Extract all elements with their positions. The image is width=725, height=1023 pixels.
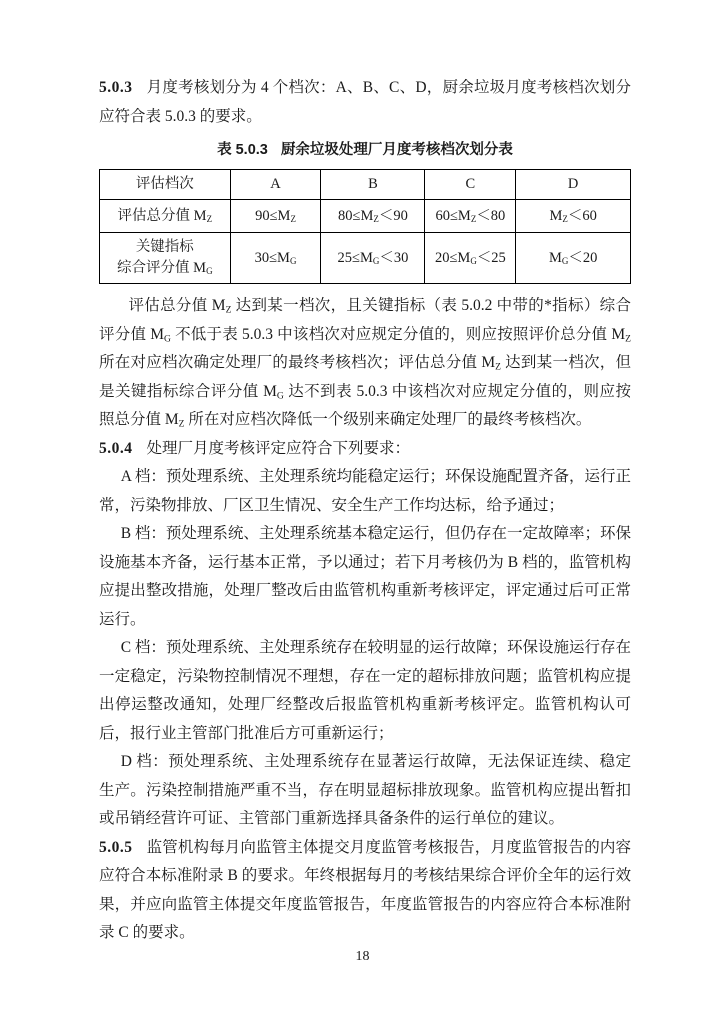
table-cell: $M_G<20$ (516, 233, 631, 284)
paragraph-grade-c: C 档：预处理系统、主处理系统存在较明显的运行故障；环保设施运行存在一定稳定，污染物控制情况不理想，存在一定的超标排放问题；监管机构应提出停运整改通知，处理厂经整改后报监管机构重新考核评定。监管机构认可后，报行业主管部门批准后方可重新运行； (99, 639, 631, 742)
table-caption-number: 表 5.0.3 (217, 142, 268, 158)
table-cell: A (230, 170, 321, 200)
table-caption (99, 137, 631, 163)
table-row-total-score (100, 200, 631, 233)
table-caption-text: 厨余垃圾处理厂月度考核档次划分表 (280, 142, 513, 158)
paragraph-504 (99, 435, 631, 464)
paragraph-505-text: 监管机构每月向监管主体提交月度监管考核报告，月度监管报告的内容应符合本标准附录 B 的要求。年终根据每月的考核结果综合评价全年的运行效果，并应向监管主体提交年度监管报告，年度监管报告的内容应符合本标准附录 C 的要求。 (99, 838, 631, 941)
page-number: 18 (355, 949, 370, 964)
page-content (99, 74, 631, 948)
paragraph-504-text: 处理厂月度考核评定应符合下列要求： (146, 439, 410, 457)
table-cell: 评估档次 (100, 170, 231, 200)
table-cell: C (425, 170, 516, 200)
table-cell: $80\le M_Z<90$ (321, 200, 425, 233)
assessment-grade-table (99, 169, 631, 284)
table-cell: 关键指标 综合评分值 $M_G$ (100, 233, 231, 284)
paragraph-503 (99, 74, 631, 131)
section-number-504: 5.0.4 (99, 439, 133, 457)
paragraph-503-text: 月度考核划分为 4 个档次：A、B、C、D，厨余垃圾月度考核档次划分应符合表 5.0.3 的要求。 (99, 79, 631, 125)
table-cell: D (516, 170, 631, 200)
table-cell: $20\le M_G<25$ (425, 233, 516, 284)
section-number-503: 5.0.3 (99, 79, 133, 96)
section-number-505: 5.0.5 (99, 838, 133, 856)
table-cell: $60\le M_Z<80$ (425, 200, 516, 233)
table-row-header (100, 170, 631, 200)
table-cell: 评估总分值 $M_Z$ (100, 200, 231, 233)
paragraph-grade-d: D 档：预处理系统、主处理系统存在显著运行故障，无法保证连续、稳定生产。污染控制措施严重不当，存在明显超标排放现象。监管机构应提出暂扣或吊销经营许可证、主管部门重新选择具备条件的运行单位的建议。 (99, 753, 631, 827)
paragraph-mz-explanation: 评估总分值 $M_Z$ 达到某一档次，且关键指标（表 5.0.2 中带的*指标）综合评分值 $M_G$ 不低于表 5.0.3 中该档次对应规定分值的，则应按照评价总分值 $M_Z$ 所在对应档次确定处理厂的最终考核档次；评估总分值 $M_Z$ 达到某一档次，但是关键指标综合评分值 $M_G$ 达不到表 5.0.3 中该档次对应规定分值的，则应按照总分值 $M_Z$ 所在对应档次降低一个级别来确定处理厂的最终考核档次。 (99, 297, 631, 430)
paragraph-grade-b: B 档：预处理系统、主处理系统基本稳定运行，但仍存在一定故障率；环保设施基本齐备，运行基本正常，予以通过；若下月考核仍为 B 档的，监管机构应提出整改措施，处理厂整改后由监管机构重新考核评定，评定通过后可正常运行。 (99, 525, 631, 628)
table-cell: B (321, 170, 425, 200)
table-cell: $30\le M_G$ (230, 233, 321, 284)
table-cell: $25\le M_G<30$ (321, 233, 425, 284)
paragraph-505 (99, 834, 631, 948)
table-row-key-indicator (100, 233, 631, 284)
paragraph-grade-a: A 档：预处理系统、主处理系统均能稳定运行；环保设施配置齐备，运行正常，污染物排放、厂区卫生情况、安全生产工作均达标，给予通过； (99, 468, 631, 514)
table-cell: $M_Z<60$ (516, 200, 631, 233)
table-cell: $90\le M_Z$ (230, 200, 321, 233)
